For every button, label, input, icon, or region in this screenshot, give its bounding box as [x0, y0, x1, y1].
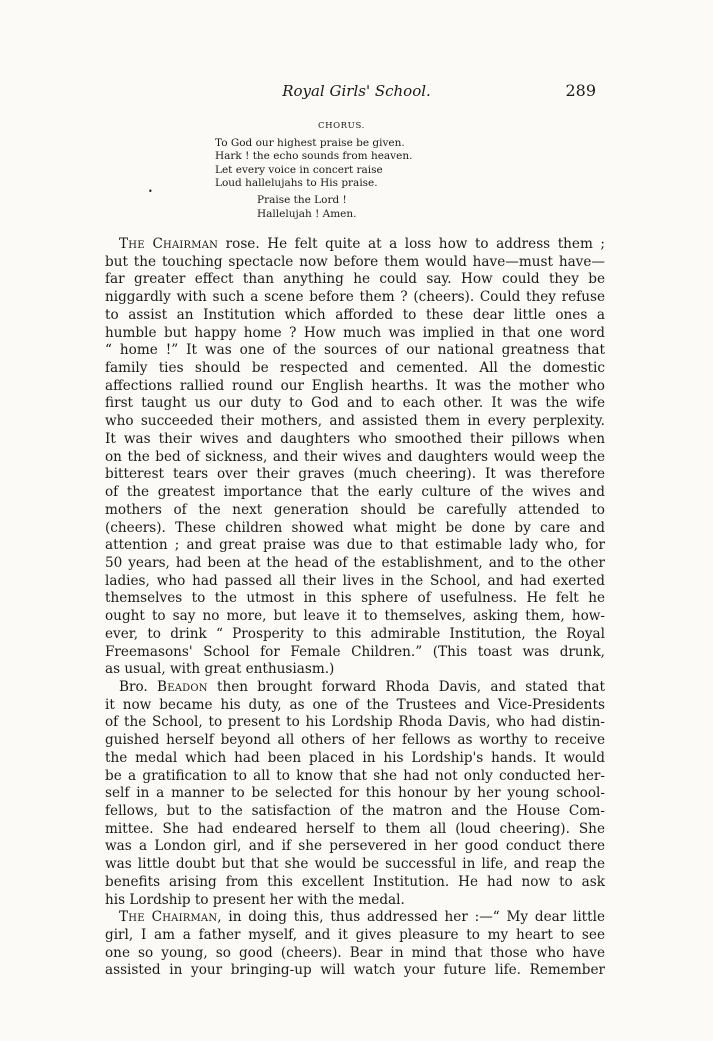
text-line: benefits arising from this excellent Institution. He had now to ask — [105, 873, 605, 890]
text-line: (cheers). These children showed what might be done by care and — [105, 519, 605, 536]
paragraph-3-first-line — [105, 909, 605, 927]
text-line: be a gratification to all to know that she had not only conducted her- — [105, 767, 605, 784]
text-line: as usual, with great enthusiasm.) — [105, 661, 335, 678]
text-line: guished herself beyond all others of her fellows as worthy to receive — [105, 732, 605, 749]
text-line: Freemasons' School for Female Children.” (This toast was drunk, — [105, 643, 605, 660]
text-line: assisted in your bringing-up will watch your future life. Remember — [105, 962, 605, 979]
chorus-verse-line: Hark ! the echo sounds from heaven. — [215, 150, 413, 163]
text-line: who succeeded their mothers, and assisted them in every perplexity. — [105, 413, 605, 430]
text-line: niggardly with such a scene before them ? (cheers). Could they refuse — [105, 289, 605, 306]
text-line: “ home !” It was one of the sources of our national greatness that — [105, 342, 605, 359]
text-line: to assist an Institution which afforded to these dear little ones a — [105, 306, 605, 323]
text-line: of the School, to present to his Lordship Rhoda Davis, who had distin- — [105, 714, 605, 731]
line-text: , in doing this, thus addressed her :—“ My dear little — [217, 909, 605, 926]
text-line: ought to say no more, but leave it to themselves, asking them, how- — [105, 608, 605, 625]
running-title: Royal Girls' School. — [282, 82, 431, 100]
text-line: of the greatest importance that the early culture of the wives and — [105, 484, 605, 501]
text-line: affections rallied round our English hearths. It was the mother who — [105, 377, 605, 394]
text-line: his Lordship to present her with the medal. — [105, 891, 405, 908]
page-number: 289 — [565, 81, 596, 100]
text-line: but the touching spectacle now before them would have—must have— — [105, 253, 605, 270]
text-line: bitterest tears over their graves (much cheering). It was therefore — [105, 466, 605, 483]
text-line: mittee. She had endeared herself to them all (loud cheering). She — [105, 820, 605, 837]
text-line: It was their wives and daughters who smoothed their pillows when — [105, 430, 605, 447]
text-line: it now became his duty, as one of the Trustees and Vice-Presidents — [105, 696, 605, 713]
text-line: fellows, but to the satisfaction of the matron and the House Com- — [105, 803, 605, 819]
text-line: ever, to drink “ Prosperity to this admirable Institution, the Royal — [105, 625, 605, 642]
chorus-verse-line: Loud hallelujahs to His praise. — [215, 177, 378, 190]
chorus-verse-line: To God our highest praise be given. — [215, 136, 405, 149]
line-text: rose. He felt quite at a loss how to address them ; — [218, 236, 605, 252]
text-line: on the bed of sickness, and their wives and daughters would weep the — [105, 448, 605, 465]
text-line: themselves to the utmost in this sphere of usefulness. He felt he — [105, 590, 605, 607]
text-line: was a London girl, and if she persevered in her good conduct there — [105, 838, 605, 855]
text-line: far greater effect than anything he could say. How could they be — [105, 271, 605, 288]
bullet-mark: • — [148, 187, 153, 196]
text-line: mothers of the next generation should be carefully attended to — [105, 501, 605, 518]
speaker-name: The Chairman — [119, 909, 218, 926]
text-line: the medal which had been placed in his Lordship's hands. It would — [105, 749, 605, 766]
chorus-refrain-line: Hallelujah ! Amen. — [257, 207, 357, 220]
chorus-block — [215, 120, 515, 221]
line-text: Bro. — [119, 678, 158, 695]
text-line: family ties should be respected and cemented. All the domestic — [105, 360, 605, 377]
speaker-name: Beadon — [157, 678, 208, 695]
line-text: then brought forward Rhoda Davis, and stated that — [207, 678, 605, 695]
body-text — [105, 236, 605, 980]
text-line: girl, I am a father myself, and it gives pleasure to my heart to see — [105, 927, 605, 944]
speaker-name: The Chairman — [119, 236, 219, 252]
text-line: attention ; and great praise was due to that estimable lady who, for — [105, 537, 605, 554]
page-header — [0, 82, 713, 104]
text-line: was little doubt but that she would be successful in life, and reap the — [105, 856, 605, 873]
chorus-refrain-line: Praise the Lord ! — [257, 193, 347, 206]
text-line: humble but happy home ? How much was implied in that one word — [105, 324, 605, 341]
text-line: ladies, who had passed all their lives in the School, and had exerted — [105, 572, 605, 589]
text-line: one so young, so good (cheers). Bear in mind that those who have — [105, 944, 605, 961]
text-line: first taught us our duty to God and to each other. It was the wife — [105, 395, 605, 412]
paragraph-2-first-line — [105, 679, 605, 697]
text-line: 50 years, had been at the head of the establishment, and to the other — [105, 554, 605, 571]
chorus-heading: CHORUS. — [318, 121, 365, 131]
chorus-verse-line: Let every voice in concert raise — [215, 163, 383, 176]
text-line: self in a manner to be selected for this honour by her young school- — [105, 785, 605, 802]
paragraph-1-first-line — [105, 236, 605, 254]
